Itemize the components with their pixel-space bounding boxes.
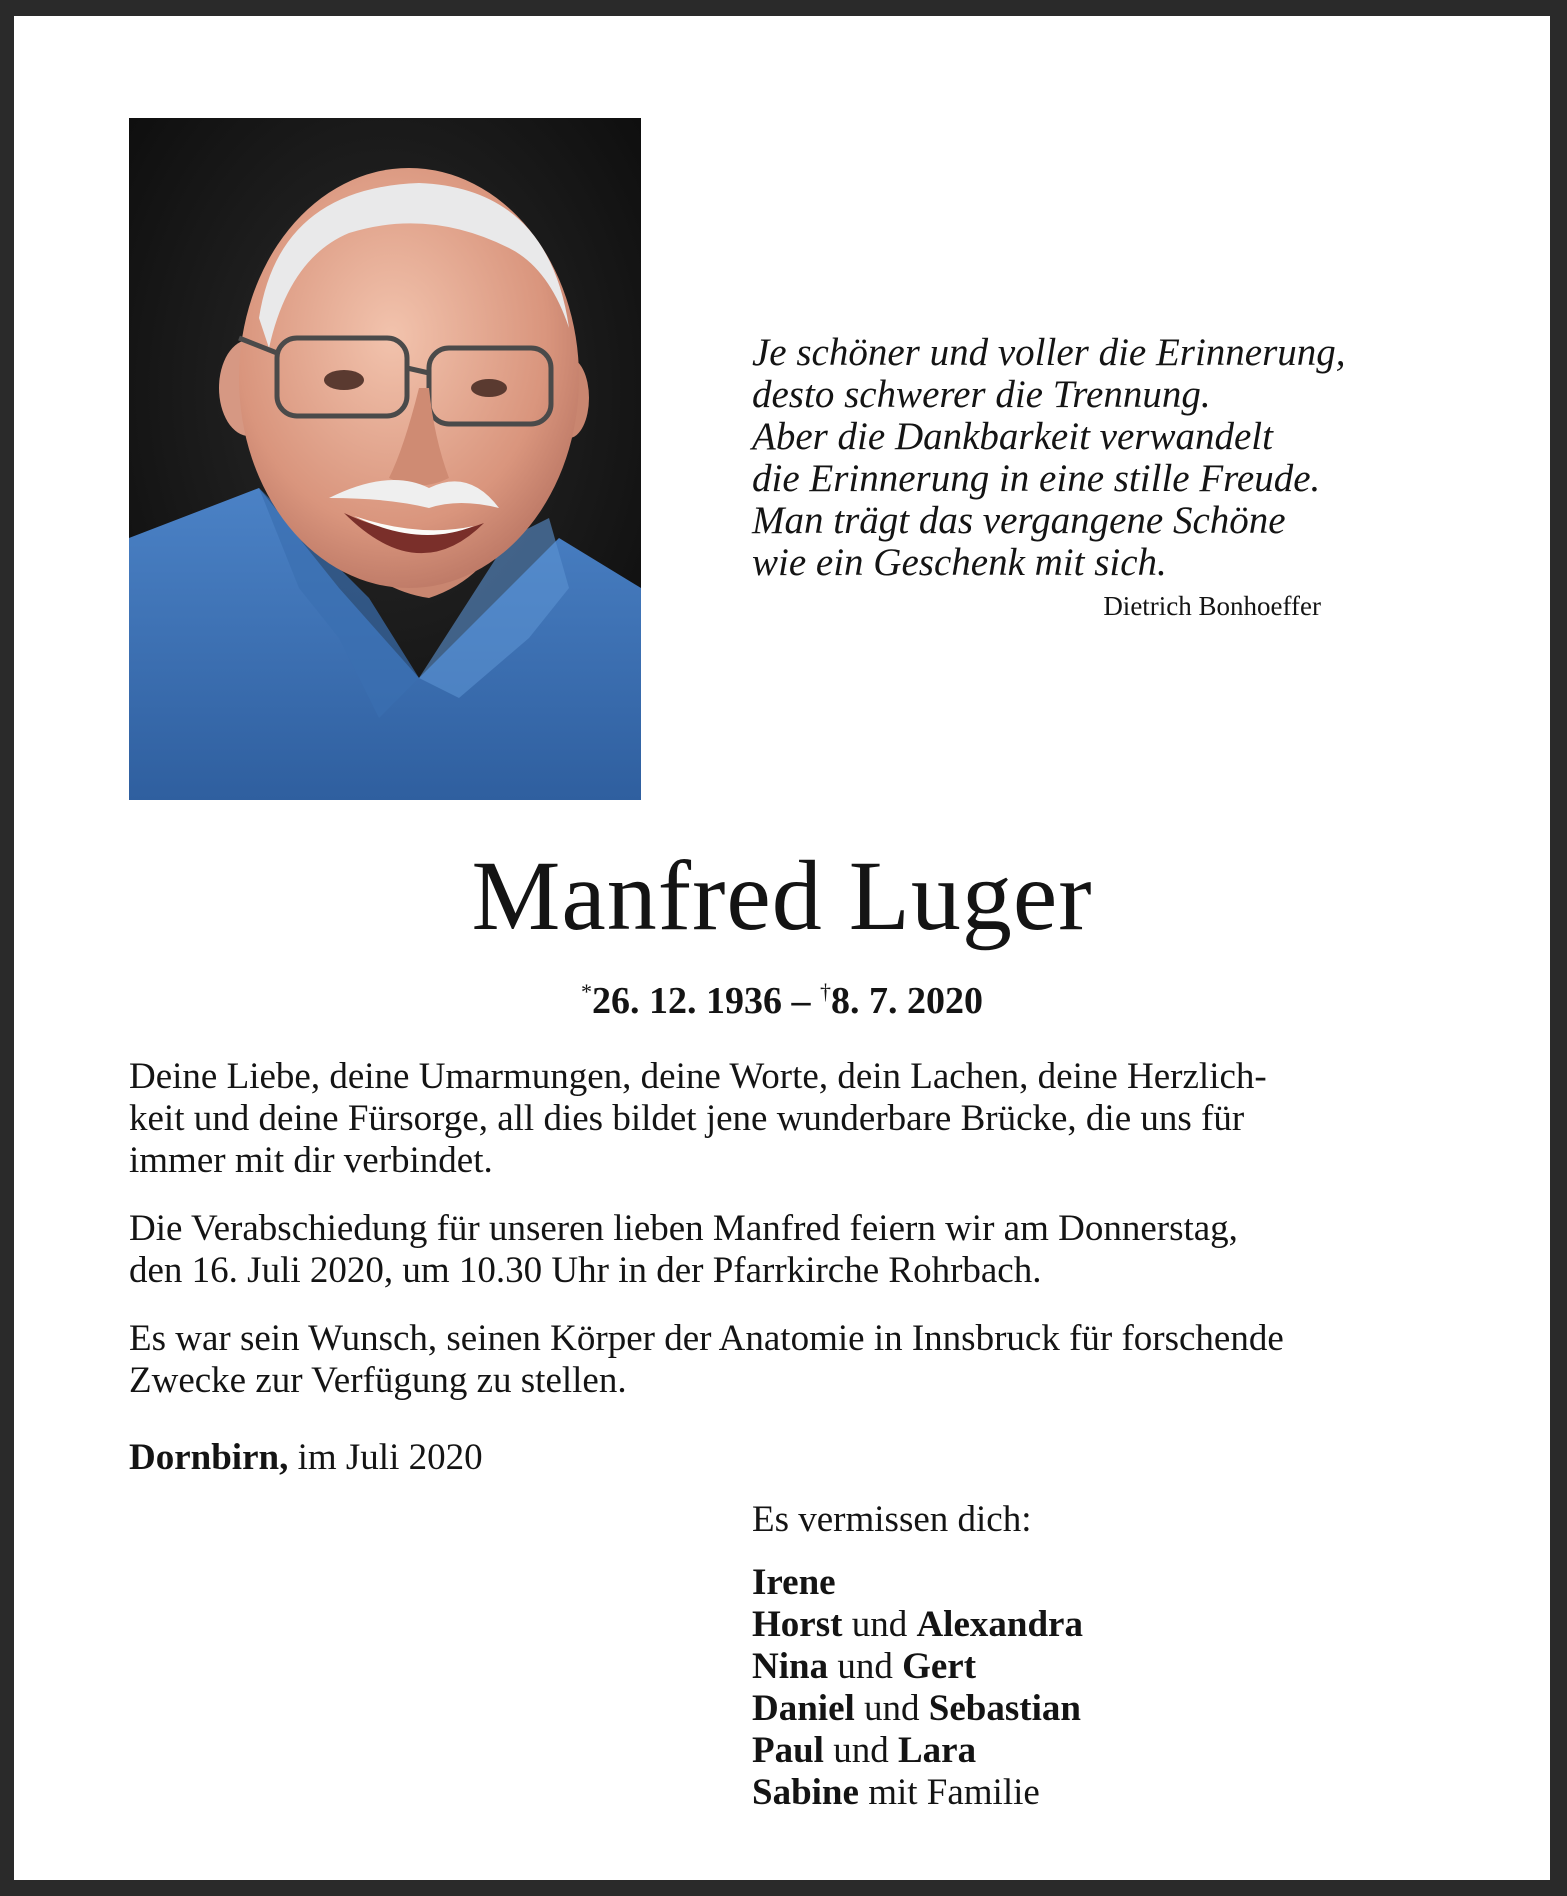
mourner-name: Lara <box>897 1730 977 1771</box>
death-symbol: † <box>820 979 831 1004</box>
birth-symbol: * <box>581 979 592 1004</box>
paragraph-line: Es war sein Wunsch, seinen Körper der Anatomie in Innsbruck für forschende <box>129 1318 1284 1359</box>
quote-line: wie ein Geschenk mit sich. <box>752 541 1167 584</box>
place-city: Dornbirn, <box>129 1437 289 1478</box>
paragraph-line: keit und deine Fürsorge, all dies bildet jene wunderbare Brücke, die uns für <box>129 1098 1245 1139</box>
death-date: 8. 7. 2020 <box>831 980 983 1022</box>
mourner-name: Alexandra <box>916 1604 1083 1645</box>
birth-date: 26. 12. 1936 <box>592 980 782 1022</box>
mourner-line <box>752 1688 1083 1730</box>
quote-line: desto schwerer die Trennung. <box>752 373 1211 416</box>
mourner-conj: und <box>842 1604 917 1645</box>
portrait-photo <box>129 118 641 800</box>
donation-paragraph <box>129 1318 1449 1402</box>
tribute-paragraph <box>129 1056 1449 1182</box>
mourner-name: Sabine <box>752 1772 859 1813</box>
life-dates <box>14 979 1550 1023</box>
quote-line: Je schöner und voller die Erinnerung, <box>752 331 1346 374</box>
mourners-list <box>752 1562 1083 1814</box>
mourner-conj: mit Familie <box>858 1772 1040 1813</box>
deceased-name: Manfred Luger <box>471 840 1093 951</box>
paragraph-line: immer mit dir verbindet. <box>129 1140 493 1181</box>
mourner-name: Gert <box>902 1646 977 1687</box>
mourners-intro: Es vermissen dich: <box>752 1499 1032 1540</box>
mourner-conj: und <box>854 1688 929 1729</box>
mourner-line <box>752 1604 1083 1646</box>
paragraph-line: Zwecke zur Verfügung zu stellen. <box>129 1360 627 1401</box>
mourner-name: Irene <box>752 1562 836 1603</box>
quote-line: Man trägt das vergangene Schöne <box>752 499 1286 542</box>
mourner-line <box>752 1562 1083 1604</box>
paragraph-line: Deine Liebe, deine Umarmungen, deine Worte, dein Lachen, deine Herzlich- <box>129 1056 1267 1097</box>
farewell-paragraph <box>129 1208 1449 1292</box>
mourner-conj: und <box>823 1730 898 1771</box>
place-and-date <box>129 1436 483 1479</box>
mourner-name: Horst <box>752 1604 843 1645</box>
paragraph-line: Die Verabschiedung für unseren lieben Manfred feiern wir am Donnerstag, <box>129 1208 1238 1249</box>
mourner-conj: und <box>828 1646 903 1687</box>
memorial-quote <box>752 332 1392 584</box>
place-date: im Juli 2020 <box>288 1437 483 1478</box>
mourner-line <box>752 1772 1083 1814</box>
portrait-illustration <box>129 118 641 800</box>
mourner-name: Sebastian <box>928 1688 1081 1729</box>
mourner-name: Nina <box>752 1646 829 1687</box>
quote-line: Aber die Dankbarkeit verwandelt <box>752 415 1273 458</box>
mourner-line <box>752 1646 1083 1688</box>
mourner-name: Daniel <box>752 1688 855 1729</box>
date-separator: – <box>782 980 820 1022</box>
quote-line: die Erinnerung in eine stille Freude. <box>752 457 1321 500</box>
paragraph-line: den 16. Juli 2020, um 10.30 Uhr in der Pfarrkirche Rohrbach. <box>129 1250 1042 1291</box>
quote-author: Dietrich Bonhoeffer <box>1103 591 1321 621</box>
mourner-line <box>752 1730 1083 1772</box>
obituary-card <box>14 16 1550 1880</box>
mourner-name: Paul <box>752 1730 824 1771</box>
